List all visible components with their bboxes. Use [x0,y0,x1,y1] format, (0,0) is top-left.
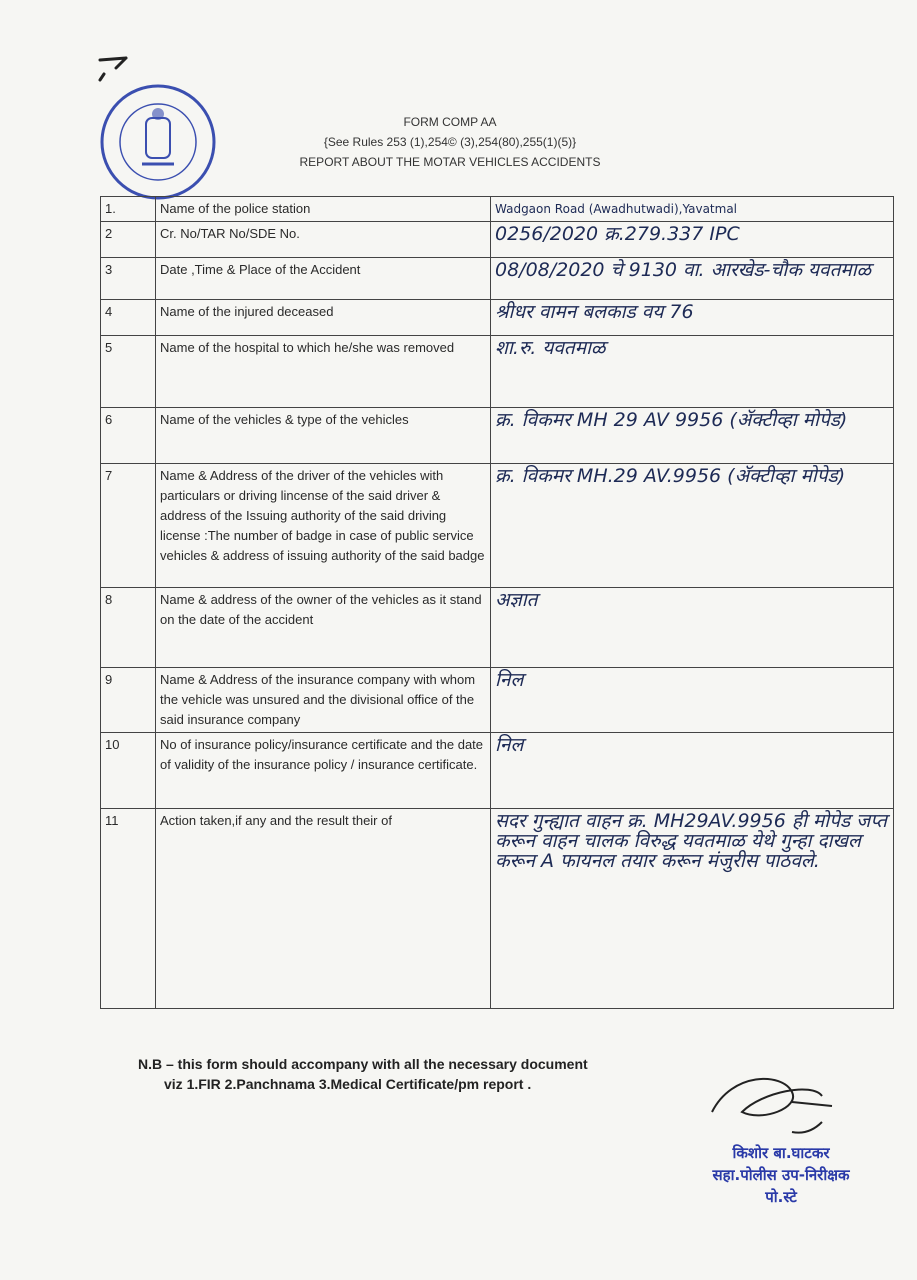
field-label: Name & Address of the insurance company with whom the vehicle was unsured and the divisional office of the said insurance company [156,668,491,733]
table-row [101,588,894,668]
row-number: 5 [101,336,156,408]
field-value: अज्ञात [491,588,894,668]
form-code: FORM COMP AA [403,115,497,129]
officer-name: किशोर बा.घाटकर [732,1144,830,1162]
field-label: Cr. No/TAR No/SDE No. [156,222,491,258]
field-label: Name & Address of the driver of the vehicles with particulars or driving lincense of the said driver & address of the Issuing authority of the said driving license :The number of badge in case of public service vehicles & address of issuing authority of the said badge [156,464,491,588]
field-label: Date ,Time & Place of the Accident [156,258,491,300]
officer-station: पो.स्टे [765,1188,797,1206]
field-label: No of insurance policy/insurance certificate and the date of validity of the insurance policy / insurance certificate. [156,733,491,809]
row-number: 2 [101,222,156,258]
field-value: 08/08/2020 चे 9130 वा. आरखेड-चौक यवतमाळ [491,258,894,300]
table-row [101,733,894,809]
table-row [101,300,894,336]
police-seal [96,80,220,204]
form-header [240,112,660,172]
form-title: REPORT ABOUT THE MOTAR VEHICLES ACCIDENTS [299,155,601,169]
field-label: Name of the vehicles & type of the vehicles [156,408,491,464]
row-number: 8 [101,588,156,668]
field-value: 0256/2020 क्र.279.337 IPC [491,222,894,258]
row-number: 11 [101,809,156,1009]
table-row [101,809,894,1009]
row-number: 6 [101,408,156,464]
field-value: क्र. विकमर MH.29 AV.9956 (ॲक्टीव्हा मोपेड) [491,464,894,588]
row-number: 9 [101,668,156,733]
field-label: Name of the hospital to which he/she was removed [156,336,491,408]
nb-documents: viz 1.FIR 2.Panchnama 3.Medical Certificate/pm report . [164,1076,532,1092]
table-row [101,197,894,222]
accident-report-table [100,196,894,1009]
field-value: Wadgaon Road (Awadhutwadi),Yavatmal [491,197,894,222]
seal-stamp-icon [96,80,220,204]
table-row [101,336,894,408]
table-row [101,258,894,300]
row-number: 4 [101,300,156,336]
nb-note: N.B – this form should accompany with all the necessary document [138,1056,588,1072]
field-label: Name & address of the owner of the vehicles as it stand on the date of the accident [156,588,491,668]
table-row [101,668,894,733]
field-value: शा.रु. यवतमाळ [491,336,894,408]
field-value: निल [491,733,894,809]
row-number: 7 [101,464,156,588]
field-value: निल [491,668,894,733]
row-number: 1. [101,197,156,222]
row-number: 10 [101,733,156,809]
table-row [101,464,894,588]
field-label: Name of the injured deceased [156,300,491,336]
row-number: 3 [101,258,156,300]
field-label: Name of the police station [156,197,491,222]
officer-stamp [676,1142,886,1208]
table-row [101,408,894,464]
field-label: Action taken,if any and the result their of [156,809,491,1009]
table-row [101,222,894,258]
field-value: क्र. विकमर MH 29 AV 9956 (ॲक्टीव्हा मोपेड) [491,408,894,464]
form-rules: {See Rules 253 (1),254© (3),254(80),255(1)(5)} [323,135,577,149]
field-value: श्रीधर वामन बलकाड वय 76 [491,300,894,336]
field-value: सदर गुन्ह्यात वाहन क्र. MH29AV.9956 ही मोपेड जप्त करून वाहन चालक विरुद्ध यवतमाळ येथे गुन्हा दाखल करून A फायनल तयार करून मंजुरीस पाठवले. [491,809,894,1009]
officer-rank: सहा.पोलीस उप-निरीक्षक [712,1166,850,1184]
